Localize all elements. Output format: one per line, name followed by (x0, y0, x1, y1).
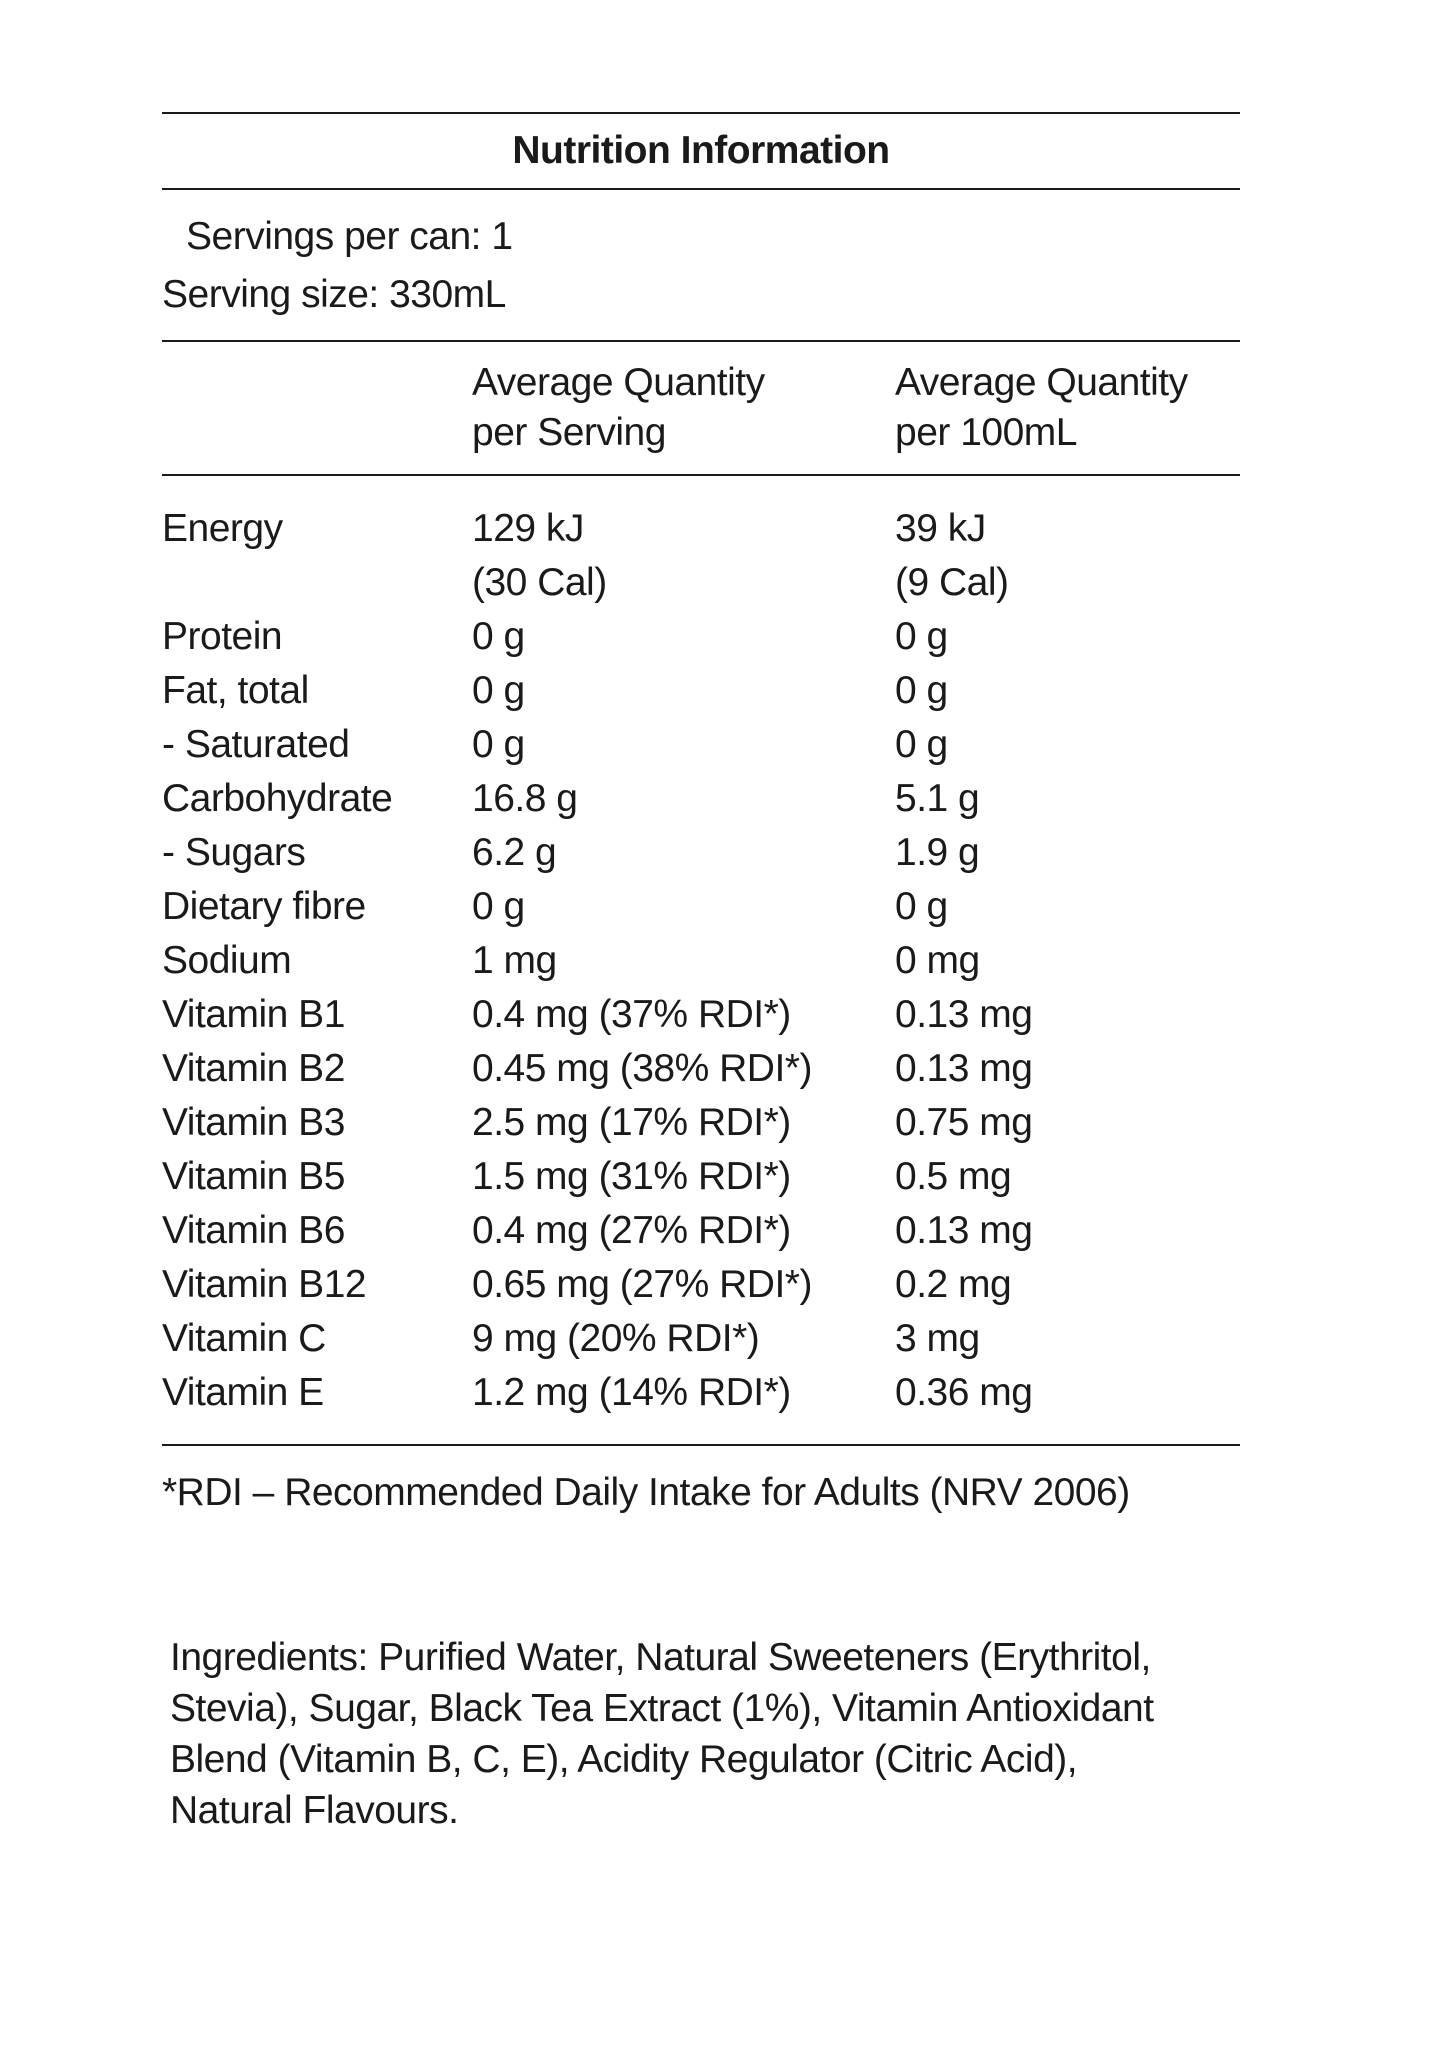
nutrient-name: Vitamin C (162, 1317, 326, 1360)
table-row (162, 772, 1240, 826)
nutrient-name: Energy (162, 507, 283, 550)
header-per-100ml-line1: Average Quantity (895, 361, 1188, 404)
per-100ml-value: 0 g (895, 723, 948, 766)
nutrition-panel (162, 112, 1240, 1520)
energy-kj-100ml: 39 kJ (895, 507, 986, 550)
nutrient-name: Vitamin B6 (162, 1209, 345, 1252)
nutrient-name: Vitamin B1 (162, 993, 345, 1036)
servings-block (162, 190, 1240, 340)
table-row (162, 880, 1240, 934)
table-row (162, 1150, 1240, 1204)
table-row (162, 1204, 1240, 1258)
per-100ml-value: 5.1 g (895, 777, 980, 820)
nutrient-name: - Saturated (162, 723, 350, 766)
table-row (162, 1096, 1240, 1150)
per-serving-value: 2.5 mg (17% RDI*) (472, 1101, 791, 1144)
header-per-100ml-line2: per 100mL (895, 411, 1077, 454)
table-row (162, 1366, 1240, 1420)
table-row (162, 1312, 1240, 1366)
rdi-footnote: *RDI – Recommended Daily Intake for Adults (NRV 2006) (162, 1471, 1130, 1514)
header-per-100ml (895, 358, 1188, 458)
per-100ml-value: 3 mg (895, 1317, 980, 1360)
per-100ml-value: 0 g (895, 615, 948, 658)
per-100ml-value: 1.9 g (895, 831, 980, 874)
table-row (162, 502, 1240, 610)
per-serving-value: 0.4 mg (27% RDI*) (472, 1209, 791, 1252)
nutrient-name: Vitamin E (162, 1371, 324, 1414)
nutrient-name: - Sugars (162, 831, 306, 874)
nutrient-name: Vitamin B2 (162, 1047, 345, 1090)
per-serving-value: 1.5 mg (31% RDI*) (472, 1155, 791, 1198)
nutrient-name: Fat, total (162, 669, 309, 712)
per-100ml-value: 0 g (895, 885, 948, 928)
per-serving-value: 0.4 mg (37% RDI*) (472, 993, 791, 1036)
per-serving-value: 1.2 mg (14% RDI*) (472, 1371, 791, 1414)
per-serving-value: 0 g (472, 885, 525, 928)
nutrient-name: Vitamin B5 (162, 1155, 345, 1198)
per-100ml-value: 0.2 mg (895, 1263, 1012, 1306)
energy-cal-100ml: (9 Cal) (895, 561, 1009, 604)
nutrient-name: Vitamin B3 (162, 1101, 345, 1144)
per-100ml-value (895, 502, 1009, 610)
per-100ml-value: 0.13 mg (895, 1209, 1033, 1252)
table-row (162, 718, 1240, 772)
nutrient-name: Protein (162, 615, 283, 658)
nutrient-rows (162, 476, 1240, 1444)
per-serving-value: 16.8 g (472, 777, 578, 820)
ingredients-line: Blend (Vitamin B, C, E), Acidity Regulator (Citric Acid), (170, 1738, 1078, 1781)
energy-cal-serving: (30 Cal) (472, 561, 607, 604)
per-serving-value: 0.45 mg (38% RDI*) (472, 1047, 812, 1090)
per-100ml-value: 0.5 mg (895, 1155, 1012, 1198)
table-row (162, 1258, 1240, 1312)
table-row (162, 988, 1240, 1042)
table-row (162, 826, 1240, 880)
per-serving-value (472, 502, 607, 610)
per-100ml-value: 0 mg (895, 939, 980, 982)
per-100ml-value: 0.13 mg (895, 1047, 1033, 1090)
header-per-serving (472, 358, 765, 458)
per-100ml-value: 0.75 mg (895, 1101, 1033, 1144)
per-serving-value: 1 mg (472, 939, 557, 982)
nutrient-name: Vitamin B12 (162, 1263, 367, 1306)
per-100ml-value: 0.36 mg (895, 1371, 1033, 1414)
per-100ml-value: 0 g (895, 669, 948, 712)
per-serving-value: 0.65 mg (27% RDI*) (472, 1263, 812, 1306)
per-serving-value: 9 mg (20% RDI*) (472, 1317, 760, 1360)
column-headers (162, 342, 1240, 474)
table-row (162, 934, 1240, 988)
table-row (162, 1042, 1240, 1096)
serving-size: Serving size: 330mL (162, 273, 506, 316)
per-serving-value: 0 g (472, 615, 525, 658)
per-serving-value: 6.2 g (472, 831, 557, 874)
per-serving-value: 0 g (472, 723, 525, 766)
panel-title: Nutrition Information (512, 129, 890, 172)
nutrient-name: Sodium (162, 939, 292, 982)
ingredients-line: Natural Flavours. (170, 1789, 459, 1832)
energy-kj-serving: 129 kJ (472, 507, 584, 550)
nutrient-name: Carbohydrate (162, 777, 393, 820)
table-row (162, 610, 1240, 664)
per-100ml-value: 0.13 mg (895, 993, 1033, 1036)
servings-per-can: Servings per can: 1 (186, 215, 513, 258)
ingredients-text (170, 1632, 1280, 1836)
header-per-serving-line2: per Serving (472, 411, 666, 454)
table-row (162, 664, 1240, 718)
nutrient-name: Dietary fibre (162, 885, 366, 928)
ingredients-line: Stevia), Sugar, Black Tea Extract (1%), Vitamin Antioxidant (170, 1687, 1154, 1730)
ingredients-line: Ingredients: Purified Water, Natural Sweeteners (Erythritol, (170, 1636, 1151, 1679)
per-serving-value: 0 g (472, 669, 525, 712)
header-per-serving-line1: Average Quantity (472, 361, 765, 404)
